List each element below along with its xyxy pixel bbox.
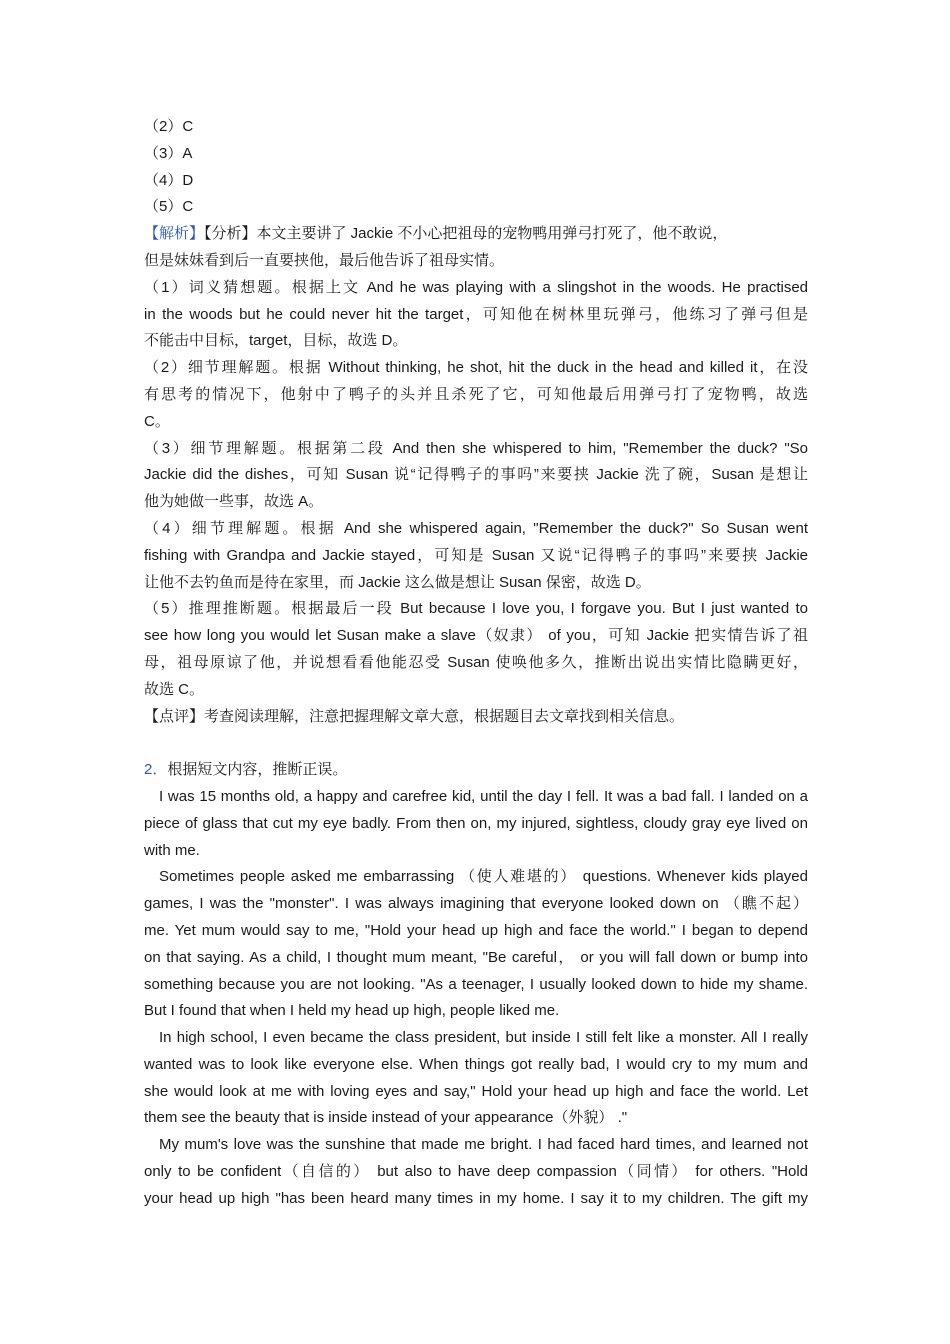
comment: 【点评】考查阅读理解，注意把握理解文章大意，根据题目去文章找到相关信息。 <box>144 707 685 725</box>
explanation-line: （5）推理推断题。根据最后一段 But because I love you, I forgave you. But I just wanted to <box>144 600 808 618</box>
passage-paragraph-3 <box>144 1025 808 1132</box>
passage-line: me. Yet mum would say to me, "Hold your head up high and face the world." I began to depend <box>144 921 808 939</box>
explanation-line: （2）细节理解题。根据 Without thinking, he shot, hit the duck in the head and killed it，在没 <box>144 359 808 377</box>
explanation-2 <box>144 355 808 435</box>
explanation-line: （4）细节理解题。根据 And she whispered again, "Remember the duck?" So Susan went <box>144 519 808 537</box>
answer-item: （4）D <box>144 171 194 189</box>
answer-item: （3）A <box>144 144 193 162</box>
explanation-line: 母，祖母原谅了他，并说想看看他能忍受 Susan 使唤他多久，推断出说出实情比隐瞒更好， <box>144 653 808 671</box>
passage-paragraph-2 <box>144 864 808 1025</box>
question-2-heading <box>144 757 808 784</box>
analysis-text: 但是妹妹看到后一直要挟他，最后他告诉了祖母实情。 <box>144 251 505 269</box>
explanation-line: （3）细节理解题。根据第二段 And then she whispered to him, "Remember the duck? "So <box>144 439 808 457</box>
explanation-4 <box>144 516 808 596</box>
analysis-text: 【分析】本文主要讲了 Jackie 不小心把祖母的宠物鸭用弹弓打死了，他不敢说， <box>204 225 728 243</box>
passage-paragraph-1 <box>144 784 808 864</box>
passage-line: something because you are not looking. "As a teenager, I usually looked down to hide my shame. <box>144 975 808 993</box>
passage-line: In high school, I even became the class president, but inside I still felt like a monster. All I really <box>159 1029 808 1047</box>
explanation-1 <box>144 275 808 355</box>
question-title: 根据短文内容，推断正误。 <box>167 761 348 779</box>
passage-line: But I found that when I held my head up high, people liked me. <box>144 1002 560 1020</box>
answer-list <box>144 114 808 221</box>
explanation-line: 有思考的情况下，他射中了鸭子的头并且杀死了它，可知他最后用弹弓打了宠物鸭，故选 <box>144 385 808 403</box>
explanation-line: 不能击中目标，target，目标，故选 D。 <box>144 332 408 350</box>
passage-line: My mum's love was the sunshine that made me bright. I had faced hard times, and learned not <box>159 1136 808 1154</box>
answer-item: （2）C <box>144 118 194 135</box>
explanation-line: 他为她做一些事，故选 A。 <box>144 493 324 511</box>
explanation-line: 故选 C。 <box>144 680 205 698</box>
analysis-block <box>144 221 808 275</box>
explanation-line: （1）词义猜想题。根据上文 And he was playing with a slingshot in the woods. He practised <box>144 278 808 296</box>
explanation-line: 让他不去钓鱼而是待在家里，而 Jackie 这么做是想让 Susan 保密，故选 D。 <box>144 573 651 591</box>
explanation-line: see how long you would let Susan make a slave（奴隶） of you，可知 Jackie 把实情告诉了祖 <box>144 627 808 645</box>
explanation-3 <box>144 436 808 516</box>
passage-paragraph-4 <box>144 1132 808 1212</box>
passage-line: only to be confident（自信的） but also to have deep compassion（同情） for others. "Hold <box>144 1163 808 1181</box>
content-column <box>144 114 808 1213</box>
passage-line: your head up high "has been heard many times in my home. I say it to my children. The gift my <box>144 1189 808 1207</box>
passage-line: with me. <box>144 841 200 859</box>
passage-line: games, I was the "monster". I was always imagining that everyone looked down on （瞧不起） <box>144 895 808 913</box>
passage-line: I was 15 months old, a happy and carefree kid, until the day I fell. It was a bad fall. I landed on a <box>159 787 808 805</box>
explanation-line: in the woods but he could never hit the target，可知他在树林里玩弹弓，他练习了弹弓但是 <box>144 305 808 323</box>
question-number: 2． <box>144 761 168 779</box>
analysis-tag: 【解析】 <box>144 225 205 243</box>
section-spacer <box>144 730 808 757</box>
passage-line: Sometimes people asked me embarrassing （使人难堪的） questions. Whenever kids played <box>159 868 808 886</box>
explanation-line: fishing with Grandpa and Jackie stayed，可知是 Susan 又说“记得鸭子的事吗”来要挟 Jackie <box>144 546 808 564</box>
passage-line: them see the beauty that is inside instead of your appearance（外貌） ." <box>144 1109 628 1127</box>
passage-line: she would look at me with loving eyes and say," Hold your head up high and face the world. Let <box>144 1082 808 1100</box>
explanation-line: C。 <box>144 412 170 430</box>
answer-item: （5）C <box>144 198 194 216</box>
passage-line: wanted was to look like everyone else. When things got really bad, I would cry to my mum and <box>144 1055 808 1073</box>
explanation-line: Jackie did the dishes，可知 Susan 说“记得鸭子的事吗”来要挟 Jackie 洗了碗，Susan 是想让 <box>144 466 808 484</box>
passage-line: on that saying. As a child, I thought mum meant, "Be careful， or you will fall down or bump into <box>144 948 808 966</box>
explanation-5 <box>144 596 808 703</box>
passage-line: piece of glass that cut my eye badly. From then on, my injured, sightless, cloudy gray eye lived on <box>144 814 808 832</box>
